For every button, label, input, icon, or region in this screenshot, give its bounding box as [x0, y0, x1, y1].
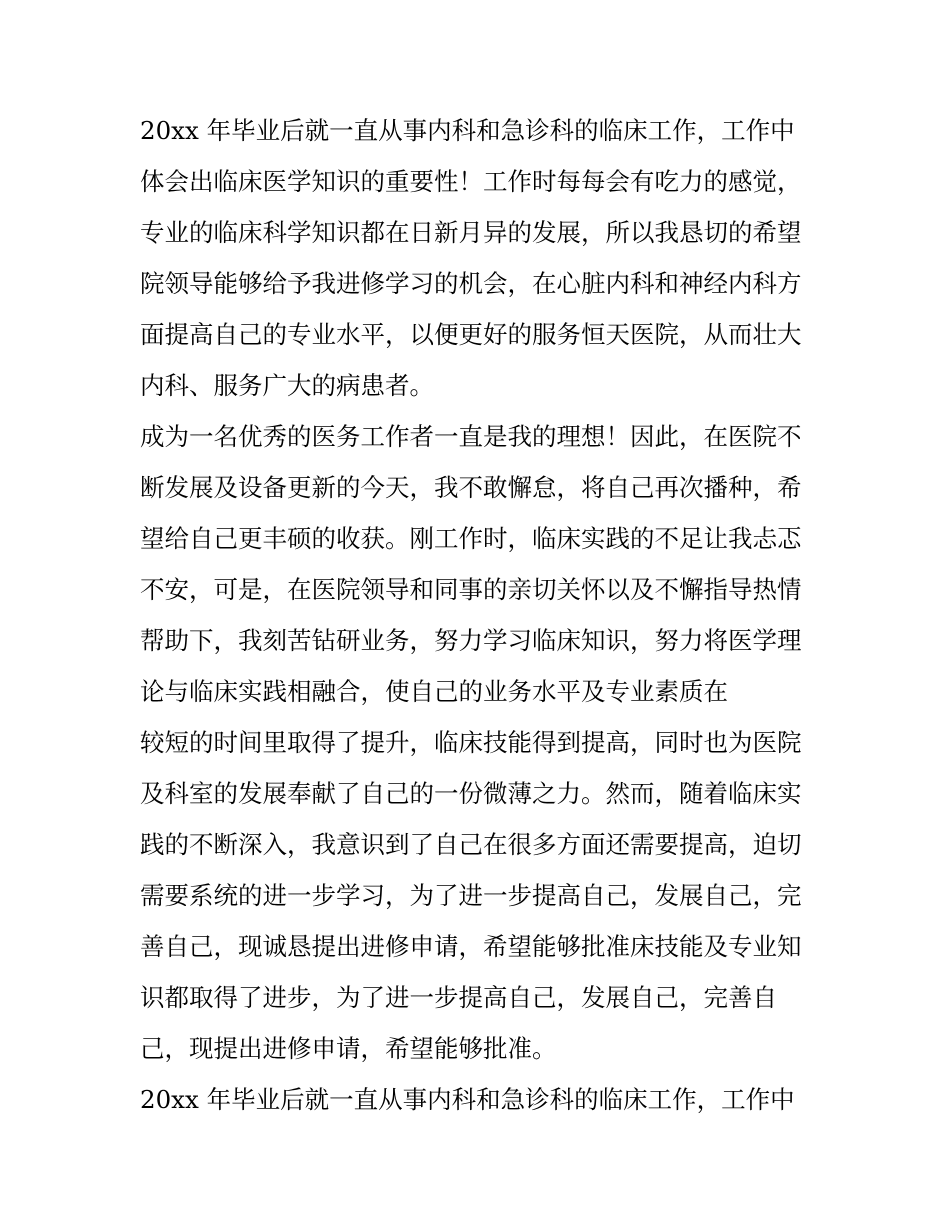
text-line: 己，现提出进修申请，希望能够批准。 [140, 1034, 557, 1063]
text-line: 面提高自己的专业水平，以便更好的服务恒天医院，从而壮大 [140, 320, 802, 349]
text-line: 内科、服务广大的病患者。 [140, 371, 434, 400]
text-line: 帮助下，我刻苦钻研业务，努力学习临床知识，努力将医学理 [140, 626, 802, 655]
text-line: 专业的临床科学知识都在日新月异的发展，所以我恳切的希望 [140, 218, 802, 247]
text-line: 20xx 年毕业后就一直从事内科和急诊科的临床工作，工作中 [140, 116, 795, 145]
text-line: 体会出临床医学知识的重要性！工作时每每会有吃力的感觉， [140, 167, 802, 196]
text-line: 践的不断深入，我意识到了自己在很多方面还需要提高，迫切 [140, 830, 802, 859]
body-text [140, 105, 830, 1125]
text-line: 不安，可是，在医院领导和同事的亲切关怀以及不懈指导热情 [140, 575, 802, 604]
text-line: 善自己，现诚恳提出进修申请，希望能够批准床技能及专业知 [140, 932, 802, 961]
text-line: 断发展及设备更新的今天，我不敢懈怠，将自己再次播种，希 [140, 473, 802, 502]
text-line: 20xx 年毕业后就一直从事内科和急诊科的临床工作，工作中 [140, 1085, 795, 1114]
text-line: 识都取得了进步，为了进一步提高自己，发展自己，完善自 [140, 983, 777, 1012]
text-line: 较短的时间里取得了提升，临床技能得到提高，同时也为医院 [140, 728, 802, 757]
text-line: 望给自己更丰硕的收获。刚工作时，临床实践的不足让我忐忑 [140, 524, 802, 553]
text-line: 论与临床实践相融合，使自己的业务水平及专业素质在 [140, 677, 728, 706]
text-line: 成为一名优秀的医务工作者一直是我的理想！因此，在医院不 [140, 422, 802, 451]
text-line: 需要系统的进一步学习，为了进一步提高自己，发展自己，完 [140, 881, 802, 910]
text-line: 院领导能够给予我进修学习的机会，在心脏内科和神经内科方 [140, 269, 802, 298]
text-line: 及科室的发展奉献了自己的一份微薄之力。然而，随着临床实 [140, 779, 802, 808]
